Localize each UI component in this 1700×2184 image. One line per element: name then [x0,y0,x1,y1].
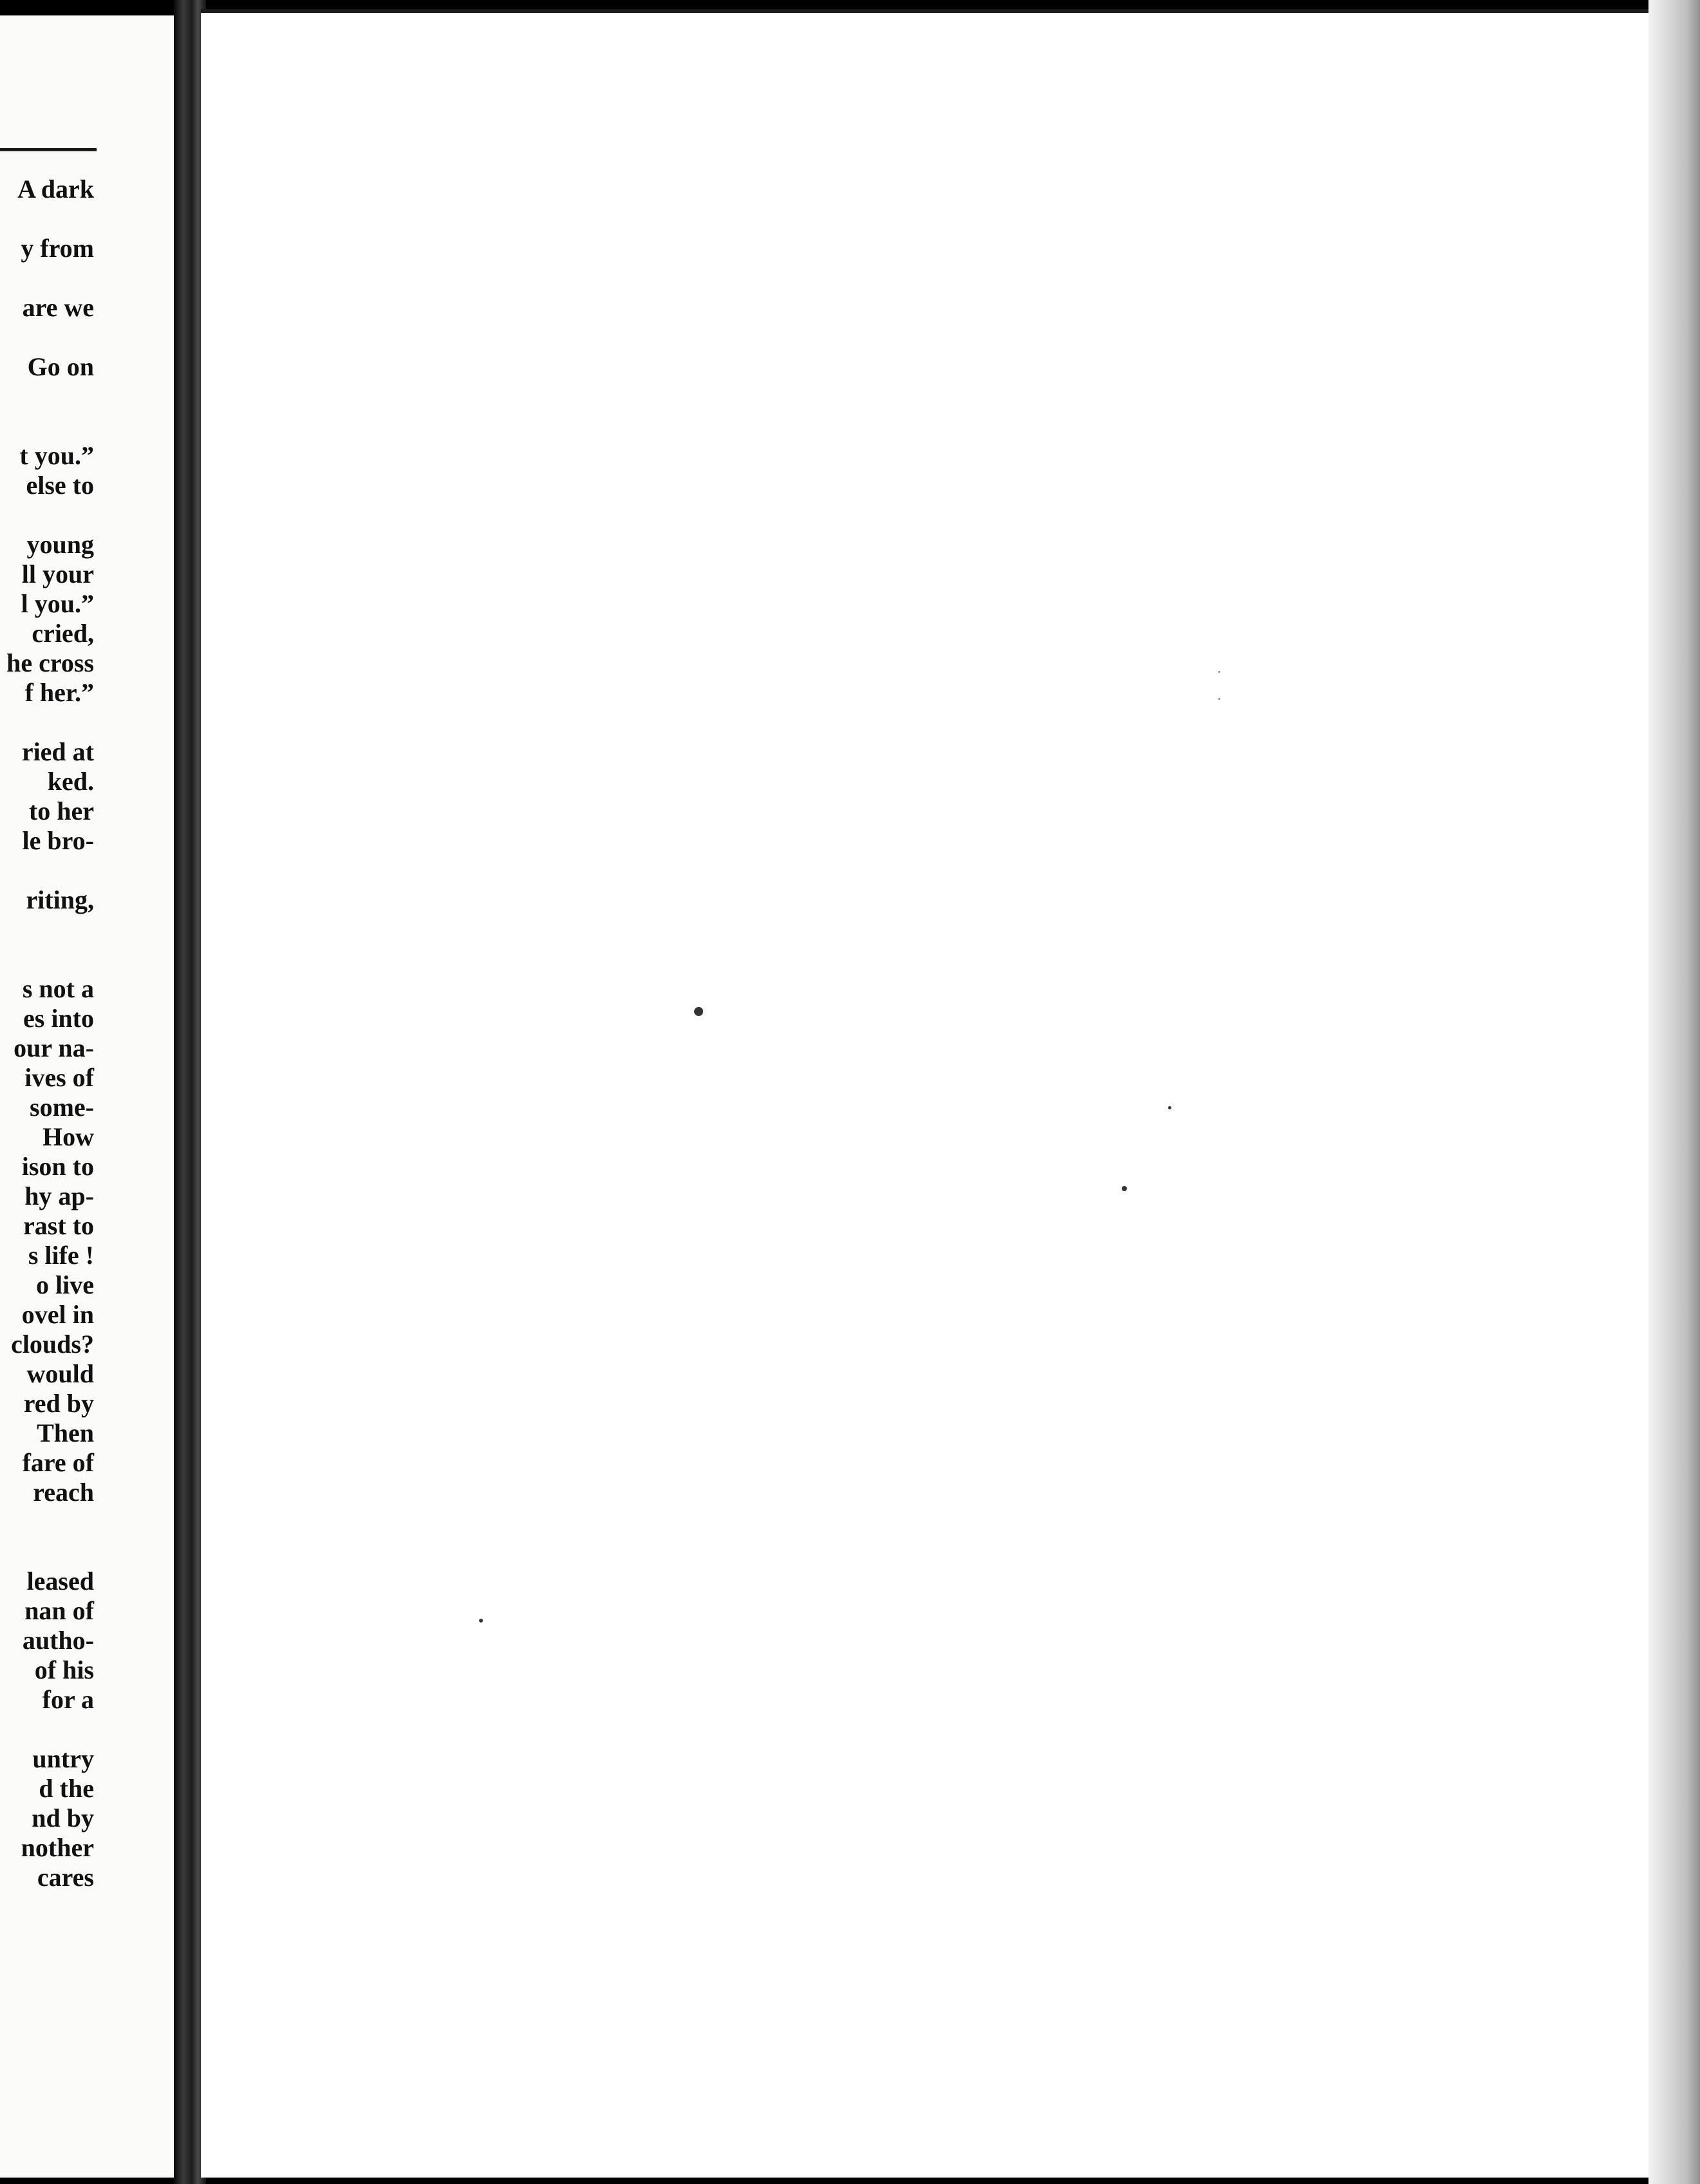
text-line: A dark [17,174,94,203]
text-line: nother [21,1833,94,1862]
page-edge-shadow [1648,0,1700,2184]
text-line: o live [36,1270,94,1299]
text-line: reach [33,1478,94,1507]
text-line: he cross [6,648,94,677]
text-line: leased [26,1567,94,1596]
horizontal-rule [0,148,97,151]
text-line: red by [23,1389,94,1418]
text-line: untry [32,1744,94,1773]
text-line: clouds? [11,1330,94,1359]
text-line: to her [28,796,94,825]
text-line: our na- [14,1033,94,1062]
ink-speck [479,1619,483,1623]
text-line: would [26,1359,94,1388]
text-line: s life ! [28,1241,94,1270]
ink-speck [694,1007,703,1016]
text-line: d the [39,1774,94,1803]
text-line: nan of [24,1596,94,1625]
ink-speck [1218,698,1220,700]
text-line: Then [37,1418,94,1447]
text-line: es into [23,1004,94,1033]
text-line: l you.” [21,589,94,618]
left-page-fragment [0,15,179,2178]
text-line: s not a [22,974,94,1003]
text-line: cried, [32,619,94,648]
text-line: Go on [27,352,94,381]
text-line: ives of [24,1063,94,1092]
text-line: le bro- [22,826,94,855]
text-line: How [42,1122,94,1151]
text-line: of his [34,1655,94,1684]
text-line: else to [26,471,94,500]
text-line: some- [30,1093,94,1122]
text-line: ked. [47,767,94,796]
ink-speck [1122,1186,1127,1191]
text-line: ovel in [21,1300,94,1329]
text-line: riting, [26,885,94,914]
text-line: fare of [22,1448,94,1477]
text-line: autho- [22,1626,94,1655]
text-line: y from [21,234,94,263]
ink-speck [1218,671,1220,673]
text-line: hy ap- [24,1181,94,1210]
text-line: f her.” [24,678,94,707]
text-line: are we [22,293,94,322]
ink-speck [1168,1106,1171,1109]
text-line: ison to [21,1152,94,1181]
text-line: nd by [32,1803,94,1832]
text-line: ll your [21,560,94,588]
text-line: t you.” [19,441,94,470]
text-line: young [26,530,94,559]
text-line: for a [42,1685,94,1714]
right-blank-page [201,9,1682,2178]
text-line: ried at [21,737,94,766]
text-line: cares [37,1863,94,1892]
text-line: rast to [23,1211,94,1240]
